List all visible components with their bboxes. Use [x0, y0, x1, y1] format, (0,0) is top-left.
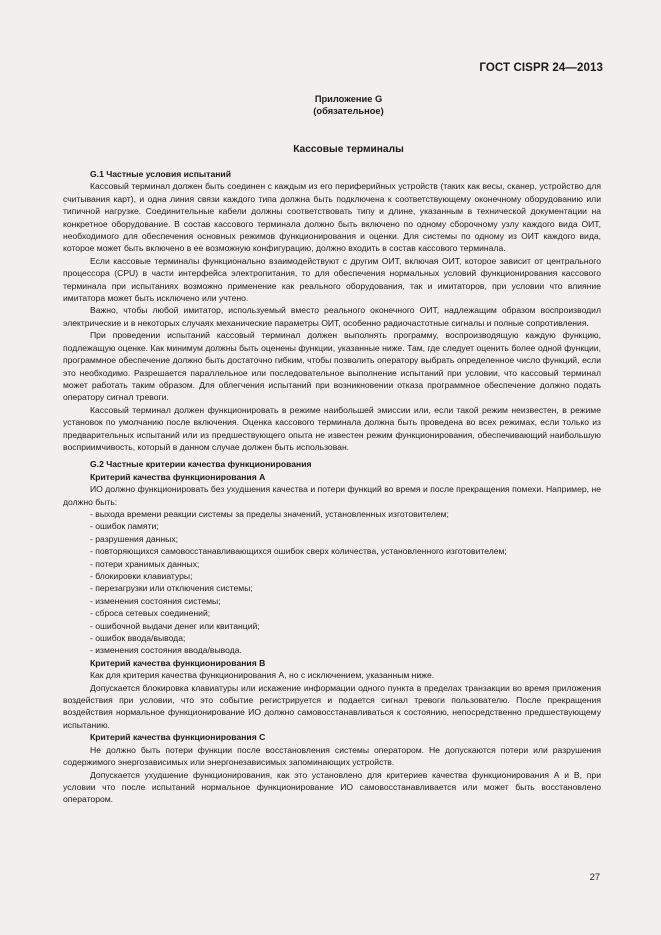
annex-status: (обязательное): [313, 106, 384, 116]
criterion-b-heading: Критерий качества функционирования В: [90, 657, 266, 668]
document-code: ГОСТ CISPR 24—2013: [479, 62, 603, 74]
paragraph: Не должно быть потери функции после восстановления системы оператором. Не допускаются потери или разрушения содержимого энергозависимых или энергонезависимых запоминающих устройств.: [63, 744, 601, 768]
paragraph: Важно, чтобы любой имитатор, используемый вместо реального оконечного ОИТ, надлежащим образом воспроизводил электрические и в некоторых случаях механические параметры ОИТ, особенно радиочастотные сигналы и полные сопротивления.: [63, 305, 601, 328]
document-body: [63, 168, 601, 806]
paragraph: Как для критерия качества функционирования А, но с исключением, указанным ниже.: [90, 670, 435, 681]
paragraph: Если кассовые терминалы функционально взаимодействуют с другим ОИТ, включая ОИТ, которое зависит от центрального процессора (CPU) в части интерфейса электропитания, то для обеспечения нормальных условий функционирования кассового терминала при испытаниях возможно применение как реального оборудования, так и имитаторов, при условии что влияние имитатора может быть исключено или учтено.: [63, 255, 601, 304]
list-item: - повторяющихся самовосстанавливающихся ошибок сверх количества, установленного изготовителем;: [90, 546, 507, 557]
page-title: Кассовые терминалы: [293, 144, 404, 155]
page-number: 27: [589, 872, 600, 882]
list-item: - ошибок ввода/вывода;: [90, 633, 186, 644]
list-item: - блокировки клавиатуры;: [90, 571, 193, 581]
list-item: - ошибочной выдачи денег или квитанций;: [90, 620, 260, 631]
criterion-a-heading: Критерий качества функционирования А: [90, 471, 266, 482]
paragraph: Кассовый терминал должен функционировать в режиме наибольшей эмиссии или, если такой режим неизвестен, в режиме установок по умолчанию после включения. Оценка кассового терминала должна быть проведена во всех режимах, если только из предварительных испытаний или из предшествующего опыта не известен режим функционирования, обеспечивающий наибольшую восприимчивость, который в данном случае должен быть использован.: [63, 404, 601, 452]
list-item: - ошибок памяти;: [90, 521, 159, 532]
annex-title: Приложение G: [314, 94, 383, 104]
list-item: - сброса сетевых соединений;: [90, 608, 211, 619]
section-heading-g1: G.1 Частные условия испытаний: [90, 169, 231, 179]
list-item: - перезагрузки или отключения системы;: [90, 583, 253, 594]
paragraph: Кассовый терминал должен быть соединен с каждым из его периферийных устройств (таких как весы, сканер, устройство для считывания карт), и одна линия связи каждого типа должна быть подключена к соответствующему оконечному оборудованию или типичной нагрузке. Соединительные кабели должны соответствовать типу и длине, указанным в технической документации на конкретное оборудование. В состав кассового терминала должно быть включено по одному сборочному узлу каждого вида ОИТ, необходимого для обеспечения основных режимов функционирования и оценки. Для системы по одному из ОИТ каждого вида, которое может быть включено в ее возможную конфигурацию, должно входить в состав кассового терминала.: [63, 181, 601, 254]
paragraph: ИО должно функционировать без ухудшения качества и потери функций во время и после прекращения помехи. Например, не должно быть:: [63, 484, 601, 507]
annex-heading: [0, 93, 661, 117]
section-heading-g2: G.2 Частные критерии качества функционирования: [90, 459, 312, 470]
list-item: - изменения состояния ввода/вывода.: [90, 645, 242, 656]
list-item: - изменения состояния системы;: [90, 595, 221, 606]
paragraph: При проведении испытаний кассовый терминал должен выполнять программу, воспроизводящую каждую функцию, подлежащую оценке. Как минимум должны быть оценены функции, указанные ниже. Там, где следует оценить более одной функции, программное обеспечение должно быть достаточно гибким, чтобы позволить оператору выбрать определенное число функций, если это необходимо. Разрешается параллельное или последовательное выполнение испытаний при условии, что кассовый терминал может работать таким образом. Для облегчения испытаний при возникновении отказа программное обеспечение должно подать оператору сигнал тревоги.: [63, 330, 601, 403]
paragraph: Допускается блокировка клавиатуры или искажение информации одного пункта в пределах транзакции во время приложения воздействия при условии, что это событие регистрируется и подается сигнал тревоги пользователю. После прекращения воздействия нормальное функционирование ИО должно самовосстанавливаться к состоянию, непосредственно предшествующему испытанию.: [63, 682, 601, 730]
list-item: - разрушения данных;: [90, 533, 179, 544]
list-item: - потери хранимых данных;: [90, 558, 200, 569]
paragraph: Допускается ухудшение функционирования, как это установлено для критериев качества функционирования А и В, при условии что после испытаний нормальное функционирование ИО самовосстанавливается или может быть восстановлено оператором.: [63, 769, 601, 805]
list-item: - выхода времени реакции системы за пределы значений, установленных изготовителем;: [90, 508, 449, 519]
criterion-c-heading: Критерий качества функционирования С: [90, 732, 266, 743]
